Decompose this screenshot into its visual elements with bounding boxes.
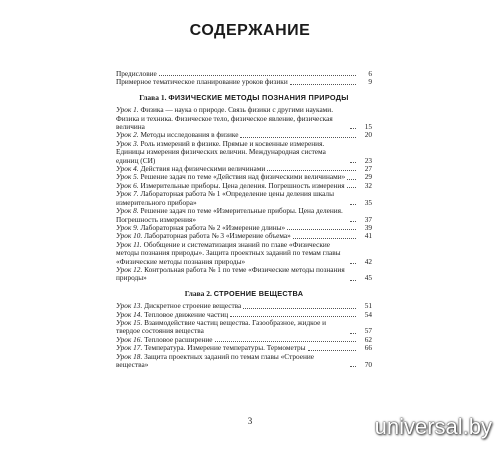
entry-page-number: 41	[364, 231, 372, 241]
toc-entry-text	[116, 78, 288, 86]
dot-leader	[267, 170, 356, 171]
entry-title: Решение задач по теме «Действия над физическими величинами»	[140, 172, 346, 182]
toc-entry	[116, 78, 372, 86]
entry-title: Примерное тематическое планирование уроков физики	[116, 77, 288, 87]
entry-title: Методы исследования в физике	[140, 130, 239, 140]
entry-page-number: 29	[364, 172, 372, 182]
toc-entry	[116, 319, 372, 336]
watermark-logo: universal.by	[374, 414, 492, 439]
entry-title: Физика — наука о природе. Связь физики с другими науками. Физика и техника. Физическое тело, физическое явление, физическая величина	[116, 105, 334, 132]
toc-entry	[116, 207, 372, 224]
lesson-number: Урок 5.	[116, 172, 139, 182]
toc-entry	[116, 353, 372, 370]
chapter-label: Глава 2.	[184, 288, 212, 298]
entry-title: Лабораторная работа № 1 «Определение цены деления шкалы измерительного прибора»	[116, 189, 334, 207]
lesson-number: Урок 2.	[116, 130, 139, 140]
page-number: 3	[247, 416, 253, 426]
toc-entry-text	[116, 266, 348, 283]
lesson-number: Урок 11.	[116, 239, 142, 249]
dot-leader	[350, 280, 356, 281]
lesson-number: Урок 10.	[116, 231, 143, 241]
entry-page-number: 62	[364, 334, 372, 344]
dot-leader	[290, 84, 356, 85]
lesson-number: Урок 15.	[116, 317, 143, 327]
dot-leader	[230, 316, 356, 317]
chapter-1-entries	[116, 106, 372, 283]
entry-page-number: 6	[368, 69, 372, 78]
table-of-contents	[116, 70, 372, 369]
chapter-heading-2	[116, 290, 372, 298]
entry-title: Предисловие	[116, 69, 157, 78]
dot-leader	[287, 229, 356, 230]
toc-entry	[116, 140, 372, 165]
dot-leader	[350, 162, 356, 163]
entry-page-number: 42	[364, 256, 372, 266]
lesson-number: Урок 16.	[116, 334, 143, 344]
entry-title: Решение задач по теме «Измерительные приборы. Цена деления. Погрешность измерения»	[116, 206, 343, 224]
lesson-number: Урок 1.	[116, 105, 139, 115]
lesson-number: Урок 14.	[116, 309, 143, 319]
chapter-heading-1	[116, 94, 372, 102]
toc-entry-text	[116, 190, 348, 207]
entry-page-number: 27	[364, 164, 372, 174]
dot-leader	[350, 333, 356, 334]
entry-title: Дискретное строение вещества	[144, 301, 242, 311]
entry-page-number: 39	[364, 222, 372, 232]
dot-leader	[350, 128, 356, 129]
dot-leader	[350, 366, 356, 367]
toc-entry-text	[116, 353, 348, 370]
toc-entry	[116, 241, 372, 266]
entry-title: Взаимодействие частиц вещества. Газообразное, жидкое и твердое состояния вещества	[116, 317, 327, 336]
lesson-number: Урок 12.	[116, 264, 143, 274]
toc-entry	[116, 266, 372, 283]
entry-page-number: 51	[364, 301, 372, 311]
dot-leader	[240, 137, 356, 138]
entry-page-number: 9	[368, 77, 372, 87]
intro-list	[116, 70, 372, 87]
entry-page-number: 32	[364, 180, 372, 190]
dot-leader	[243, 308, 356, 309]
entry-page-number: 54	[364, 309, 372, 319]
entry-title: Роль измерений в физике. Прямые и косвенные измерения. Единицы измерения физических величин. Международная система единиц (СИ)	[116, 138, 326, 165]
lesson-number: Урок 18.	[116, 351, 143, 361]
entry-title: Обобщение и систематизация знаний по главе «Физические методы познания природы». Защита проектных заданий по темам главы «Физические методы познания природы»	[116, 239, 341, 266]
entry-page-number: 70	[364, 360, 372, 369]
entry-title: Измерительные приборы. Цена деления. Погрешность измерения	[140, 180, 345, 190]
page-title: СОДЕРЖАНИЕ	[189, 22, 311, 39]
chapter-label: Глава 1.	[139, 92, 167, 102]
chapter-2-entries	[116, 302, 372, 369]
lesson-number: Урок 13.	[116, 301, 143, 311]
entry-title: Лабораторная работа № 2 «Измерение длины»	[140, 222, 286, 232]
entry-page-number: 35	[364, 197, 372, 207]
toc-entry-text	[116, 106, 348, 131]
entry-title: Температура. Измерение температуры. Термометры	[144, 343, 306, 353]
entry-page-number: 45	[364, 273, 372, 283]
entry-title: Действия над физическими величинами	[140, 164, 266, 174]
lesson-number: Урок 8.	[116, 206, 139, 216]
entry-page-number: 57	[364, 326, 372, 336]
toc-entry-text	[116, 241, 348, 266]
entry-title: Лабораторная работа № 3 «Измерение объема»	[144, 231, 291, 241]
entry-page-number: 15	[364, 122, 372, 132]
chapter-name: СТРОЕНИЕ ВЕЩЕСТВА	[213, 288, 304, 298]
entry-page-number: 66	[364, 343, 372, 353]
lesson-number: Урок 6.	[116, 180, 139, 190]
toc-entry	[116, 190, 372, 207]
dot-leader	[347, 179, 356, 180]
lesson-number: Урок 9.	[116, 222, 139, 232]
dot-leader	[159, 75, 356, 76]
dot-leader	[347, 187, 356, 188]
dot-leader	[350, 263, 356, 264]
lesson-number: Урок 3.	[116, 138, 139, 148]
dot-leader	[215, 341, 356, 342]
toc-entry-text	[116, 207, 348, 224]
entry-page-number: 23	[364, 155, 372, 165]
lesson-number: Урок 7.	[116, 189, 139, 199]
entry-title: Защита проектных заданий по темам главы «Строение вещества»	[116, 351, 315, 369]
toc-entry-text	[116, 319, 348, 336]
chapter-name: ФИЗИЧЕСКИЕ МЕТОДЫ ПОЗНАНИЯ ПРИРОДЫ	[168, 92, 349, 102]
dot-leader	[350, 204, 356, 205]
dot-leader	[293, 238, 356, 239]
lesson-number: Урок 4.	[116, 164, 139, 174]
entry-title: Тепловое расширение	[144, 334, 213, 344]
toc-entry-text	[116, 140, 348, 165]
entry-page-number: 37	[364, 214, 372, 224]
lesson-number: Урок 17.	[116, 343, 143, 353]
entry-page-number: 20	[364, 130, 372, 140]
toc-entry	[116, 106, 372, 131]
entry-title: Тепловое движение частиц	[144, 309, 229, 319]
dot-leader	[350, 221, 356, 222]
entry-title: Контрольная работа № 1 по теме «Физические методы познания природы»	[116, 264, 345, 283]
dot-leader	[308, 350, 356, 351]
